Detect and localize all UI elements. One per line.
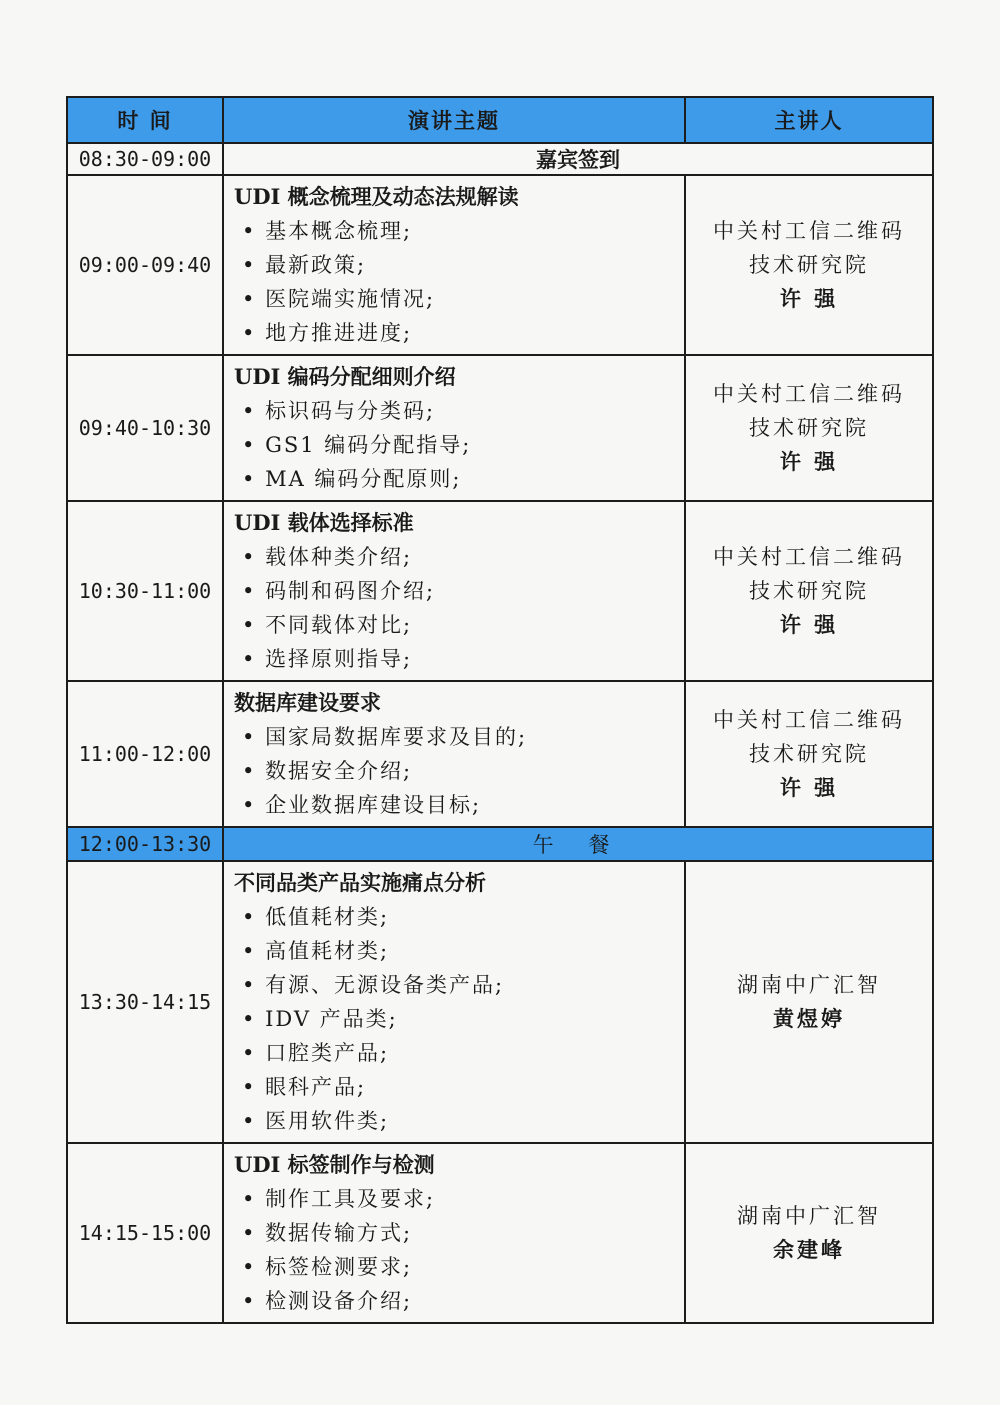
bullet-item: • 口腔类产品; bbox=[234, 1036, 684, 1070]
session-speaker bbox=[685, 1143, 933, 1323]
lunch-time: 12:00-13:30 bbox=[67, 827, 223, 861]
bullet-item: • 最新政策; bbox=[234, 248, 684, 282]
speaker-name: 许 强 bbox=[779, 286, 839, 311]
session-title: UDI 概念梳理及动态法规解读 bbox=[234, 184, 519, 209]
header-speaker: 主讲人 bbox=[685, 97, 933, 143]
bullet-item: • 低值耗材类; bbox=[234, 900, 684, 934]
agenda-table bbox=[66, 96, 934, 1324]
header-topic: 演讲主题 bbox=[223, 97, 685, 143]
session-time: 09:40-10:30 bbox=[67, 355, 223, 501]
bullet-item: • MA 编码分配原则; bbox=[234, 462, 684, 496]
session-topic bbox=[223, 861, 685, 1143]
session-bullets bbox=[234, 1182, 684, 1318]
session-topic bbox=[223, 175, 685, 355]
speaker-org-2: 技术研究院 bbox=[749, 253, 869, 277]
session-title: 不同品类产品实施痛点分析 bbox=[234, 870, 486, 895]
bullet-item: • 眼科产品; bbox=[234, 1070, 684, 1104]
session-time: 11:00-12:00 bbox=[67, 681, 223, 827]
session-row bbox=[67, 1143, 933, 1323]
bullet-item: • 不同载体对比; bbox=[234, 608, 684, 642]
speaker-name: 许 强 bbox=[779, 612, 839, 637]
lunch-row bbox=[67, 827, 933, 861]
session-time: 14:15-15:00 bbox=[67, 1143, 223, 1323]
bullet-item: • 基本概念梳理; bbox=[234, 214, 684, 248]
checkin-row bbox=[67, 143, 933, 175]
lunch-label: 午 餐 bbox=[223, 827, 933, 861]
bullet-item: • 制作工具及要求; bbox=[234, 1182, 684, 1216]
bullet-item: • 标签检测要求; bbox=[234, 1250, 684, 1284]
session-row bbox=[67, 861, 933, 1143]
session-row bbox=[67, 681, 933, 827]
speaker-name: 黄煜婷 bbox=[773, 1006, 845, 1031]
speaker-org-2: 技术研究院 bbox=[749, 579, 869, 603]
session-speaker bbox=[685, 501, 933, 681]
session-row bbox=[67, 175, 933, 355]
bullet-item: • 地方推进进度; bbox=[234, 316, 684, 350]
session-bullets bbox=[234, 900, 684, 1138]
bullet-item: • 高值耗材类; bbox=[234, 934, 684, 968]
session-topic bbox=[223, 1143, 685, 1323]
bullet-item: • 标识码与分类码; bbox=[234, 394, 684, 428]
bullet-item: • 载体种类介绍; bbox=[234, 540, 684, 574]
session-row bbox=[67, 501, 933, 681]
bullet-item: • 医院端实施情况; bbox=[234, 282, 684, 316]
speaker-org: 湖南中广汇智 bbox=[737, 1204, 881, 1228]
session-title: UDI 载体选择标准 bbox=[234, 510, 414, 535]
session-topic bbox=[223, 355, 685, 501]
speaker-name: 许 强 bbox=[779, 449, 839, 474]
bullet-item: • 选择原则指导; bbox=[234, 642, 684, 676]
speaker-org: 中关村工信二维码 bbox=[713, 219, 905, 243]
session-speaker bbox=[685, 175, 933, 355]
session-title: 数据库建设要求 bbox=[234, 690, 381, 715]
bullet-item: • 数据安全介绍; bbox=[234, 754, 684, 788]
bullet-item: • 企业数据库建设目标; bbox=[234, 788, 684, 822]
header-time: 时 间 bbox=[67, 97, 223, 143]
bullet-item: • 检测设备介绍; bbox=[234, 1284, 684, 1318]
speaker-org: 中关村工信二维码 bbox=[713, 382, 905, 406]
session-bullets bbox=[234, 540, 684, 676]
session-speaker bbox=[685, 681, 933, 827]
session-time: 10:30-11:00 bbox=[67, 501, 223, 681]
session-time: 13:30-14:15 bbox=[67, 861, 223, 1143]
session-row bbox=[67, 355, 933, 501]
speaker-org: 中关村工信二维码 bbox=[713, 545, 905, 569]
session-speaker bbox=[685, 355, 933, 501]
speaker-name: 余建峰 bbox=[773, 1237, 845, 1262]
bullet-item: • 有源、无源设备类产品; bbox=[234, 968, 684, 1002]
checkin-time: 08:30-09:00 bbox=[67, 143, 223, 175]
bullet-item: • 医用软件类; bbox=[234, 1104, 684, 1138]
speaker-org-2: 技术研究院 bbox=[749, 416, 869, 440]
checkin-label: 嘉宾签到 bbox=[223, 143, 933, 175]
session-time: 09:00-09:40 bbox=[67, 175, 223, 355]
table-header-row bbox=[67, 97, 933, 143]
bullet-item: • IDV 产品类; bbox=[234, 1002, 684, 1036]
speaker-org-2: 技术研究院 bbox=[749, 742, 869, 766]
session-title: UDI 标签制作与检测 bbox=[234, 1152, 435, 1177]
session-topic bbox=[223, 681, 685, 827]
session-speaker bbox=[685, 861, 933, 1143]
speaker-name: 许 强 bbox=[779, 775, 839, 800]
bullet-item: • 国家局数据库要求及目的; bbox=[234, 720, 684, 754]
bullet-item: • GS1 编码分配指导; bbox=[234, 428, 684, 462]
session-bullets bbox=[234, 394, 684, 496]
speaker-org: 中关村工信二维码 bbox=[713, 708, 905, 732]
bullet-item: • 码制和码图介绍; bbox=[234, 574, 684, 608]
speaker-org: 湖南中广汇智 bbox=[737, 973, 881, 997]
bullet-item: • 数据传输方式; bbox=[234, 1216, 684, 1250]
session-title: UDI 编码分配细则介绍 bbox=[234, 364, 456, 389]
session-bullets bbox=[234, 214, 684, 350]
session-bullets bbox=[234, 720, 684, 822]
session-topic bbox=[223, 501, 685, 681]
